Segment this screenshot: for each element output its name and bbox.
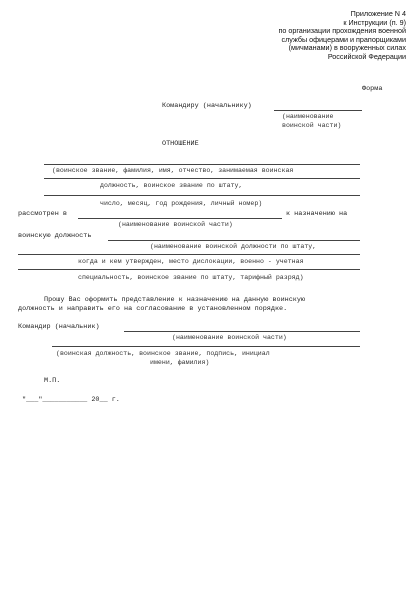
appointment-label: к назначению на: [286, 210, 348, 218]
request-text: Прошу Вас оформить представление к назначению на данную воинскую: [44, 296, 306, 304]
fill-line: [44, 164, 360, 165]
addressee-line: [274, 110, 362, 111]
fill-line: [78, 218, 282, 219]
caption-signature: (воинская должность, воинское звание, подпись, инициал: [56, 350, 270, 357]
fill-line: [18, 269, 360, 270]
caption-rank-name: должность, воинское звание по штату,: [100, 182, 243, 189]
addressee-label: Командиру (начальнику): [162, 102, 252, 110]
date-line: "___"___________ 20__ г.: [22, 396, 120, 404]
caption-birth: число, месяц, год рождения, личный номер): [100, 200, 263, 207]
commander-label: Командир (начальник): [18, 323, 100, 331]
header-line: Приложение N 4: [350, 9, 406, 18]
header-line: службы офицерами и прапорщиками: [281, 34, 406, 44]
addressee-caption: (наименование: [282, 113, 334, 120]
header-line: Российской Федерации: [327, 51, 406, 61]
caption-unit-name: (наименование воинской части): [118, 221, 233, 228]
addressee-caption: воинской части): [282, 122, 342, 129]
fill-line: [18, 254, 360, 255]
fill-line: [44, 195, 360, 196]
caption-specialty: специальность, воинское звание по штату, тарифный разряд): [78, 274, 304, 281]
header-line: по организации прохождения военной: [278, 26, 406, 36]
fill-line: [44, 178, 360, 179]
header-line: к Инструкции (п. 9): [343, 17, 406, 27]
caption-approved: когда и кем утвержден, место дислокации, военно - учетная: [78, 258, 304, 265]
fill-line: [124, 331, 360, 332]
caption-position-name: (наименование воинской должности по штату,: [150, 243, 317, 250]
considered-label: рассмотрен в: [18, 210, 67, 218]
caption-rank-name: (воинское звание, фамилия, имя, отчество, занимаемая воинская: [52, 167, 294, 174]
appendix-header: [278, 10, 406, 62]
form-label: Форма: [362, 85, 383, 93]
position-label: воинскую должность: [18, 232, 92, 240]
fill-line: [52, 346, 360, 347]
caption-commander-unit: (наименование воинской части): [172, 334, 287, 341]
fill-line: [108, 240, 360, 241]
caption-signature: имени, фамилия): [150, 359, 210, 366]
stamp-label: М.П.: [44, 377, 61, 385]
header-line: (мичманами) в вооруженных силах: [288, 43, 406, 53]
request-text: должность и направить его на согласование в установленном порядке.: [18, 305, 288, 313]
document-title: ОТНОШЕНИЕ: [162, 140, 199, 148]
